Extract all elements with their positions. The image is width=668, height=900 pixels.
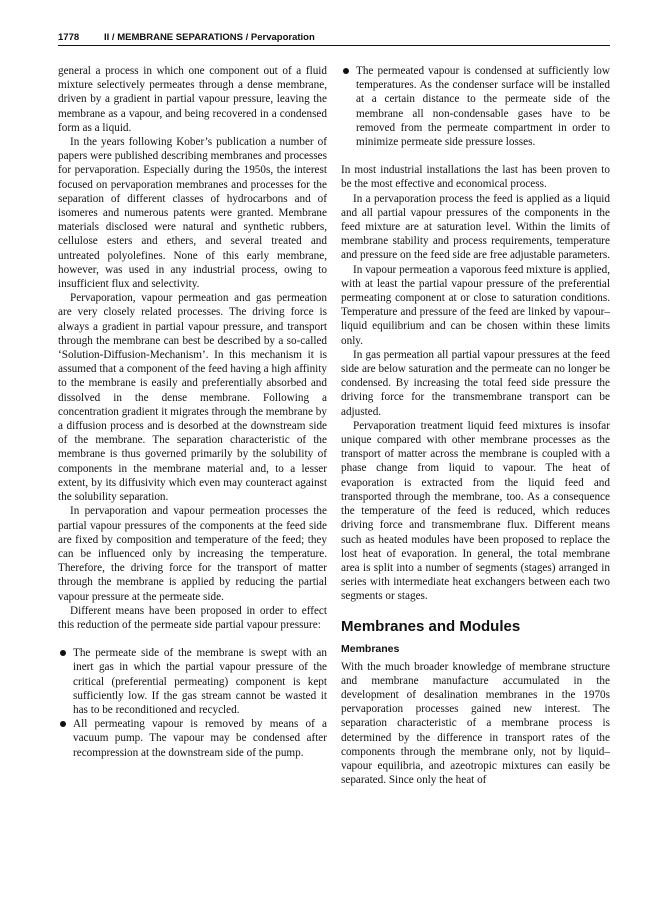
list-item: The permeate side of the membrane is swept with an inert gas in which the partial vapour pressure of the critical (preferential permeating) component is kept sufficiently low. If the gas stream cannot be wasted it has to be reconditioned and recycled. bbox=[58, 646, 327, 717]
running-head: II / MEMBRANE SEPARATIONS / Pervaporation bbox=[104, 32, 315, 43]
page-number: 1778 bbox=[58, 32, 80, 43]
paragraph: With the much broader knowledge of membrane structure and membrane manufacture accumulated in the development of desalination membranes in the 1970s pervaporation processes gained new interest. The separation characteristic of a membrane process is determined by the difference in transport rates of the components through the membrane only, not by liquid–vapour equilibria, and azeotropic mixtures can easily be separated. Since only the heat of bbox=[341, 660, 610, 787]
subsection-heading: Membranes bbox=[341, 642, 400, 655]
paragraph: In a pervaporation process the feed is applied as a liquid and all partial vapour pressures of the components in the feed mixture are at saturation level. Within the limits of membrane stability and process requirements, temperature and pressure on the feed side are free adjustable parameters. bbox=[341, 192, 610, 262]
paragraph: In vapour permeation a vaporous feed mixture is applied, with at least the partial vapour pressure of the preferential permeating component at or close to saturation conditions. Temperature and pressure of the feed are linked by vapour–liquid equilibrium and can be chosen within these limits only. bbox=[341, 263, 610, 347]
bullet-icon bbox=[343, 68, 349, 74]
list-item: The permeated vapour is condensed at sufficiently low temperatures. As the condenser surface will be installed at a certain distance to the permeate side of the membrane all non-condensable gases have to be removed from the permeate compartment in order to minimize permeate side pressure losses. bbox=[341, 64, 610, 149]
paragraph: In the years following Kober’s publication a number of papers were published describing membranes and processes for pervaporation. Especially during the 1950s, the interest focused on pervaporation membranes and processes for the separation of different classes of hydrocarbons and of isomeres and numerous patents were granted. Membrane materials disclosed were natural and synthetic rubbers, cellulose esters and ethers, and several treated and untreated polyolefines. None of this early membrane, however, was used in any industrial process, owing to insufficient flux and selectivity. bbox=[58, 136, 327, 291]
paragraph: In most industrial installations the last has been proven to be the most effective and economical process. bbox=[341, 164, 610, 191]
left-column bbox=[58, 64, 327, 760]
paragraph: Pervaporation, vapour permeation and gas permeation are very closely related processes. The driving force is always a gradient in partial vapour pressure, and transport through the membrane can best be described by a so-called ‘Solution-Diffusion-Mechanism’. In this mechanism it is assumed that a component of the feed having a high affinity to the membrane is easily and preferentially absorbed and dissolved in the dense membrane. Following a concentration gradient it migrates through the membrane by a diffusion process and is desorbed at the downstream side of the membrane. The separation characteristic of the membrane is thus governed primarily by the solubility of components in the membrane material and, to a lesser extent, by its diffusivity which even may counteract against the solubility separation. bbox=[58, 292, 327, 504]
paragraph: Pervaporation treatment liquid feed mixtures is insofar unique compared with other membrane processes as the transport of matter across the membrane is coupled with a phase change from liquid to vapour. The heat of evaporation is extracted from the liquid feed and transported through the membrane, too. As a consequence the temperature of the feed is reduced, which reduces driving force and transmembrane flux. Different means such as heated modules have been proposed to replace the lost heat of evaporation. In general, the total membrane area is split into a number of segments (stages) arranged in series with intermediate heat exchangers between each two segments or stages. bbox=[341, 419, 610, 603]
header-rule bbox=[58, 45, 610, 46]
right-column bbox=[341, 64, 610, 787]
paragraph: In pervaporation and vapour permeation processes the partial vapour pressures of the components at the feed side are fixed by composition and temperature of the feed; they can be influenced only by increasing the temperature. Therefore, the driving force for the transport of matter through the membrane is applied by reducing the partial vapour pressure at the permeate side. bbox=[58, 505, 327, 603]
list-item: All permeating vapour is removed by means of a vacuum pump. The vapour may be condensed after recompression at the downstream side of the pump. bbox=[58, 717, 327, 760]
running-header bbox=[58, 30, 610, 48]
bullet-icon bbox=[60, 650, 66, 656]
bullet-list bbox=[58, 646, 327, 760]
section-heading: Membranes and Modules bbox=[341, 617, 521, 635]
bullet-list bbox=[341, 64, 610, 149]
paragraph: Different means have been proposed in order to effect this reduction of the permeate side partial vapour pressure: bbox=[58, 604, 327, 631]
bullet-icon bbox=[60, 721, 66, 727]
paragraph: In gas permeation all partial vapour pressures at the feed side are below saturation and the permeate can no longer be condensed. By increasing the total feed side pressure the driving force for the transmembrane transport can be adjusted. bbox=[341, 348, 610, 418]
paragraph: general a process in which one component out of a fluid mixture selectively permeates through a dense membrane, driven by a gradient in partial vapour pressure, leaving the membrane as a vapour, and being recovered in a condensed form as a liquid. bbox=[58, 65, 327, 134]
